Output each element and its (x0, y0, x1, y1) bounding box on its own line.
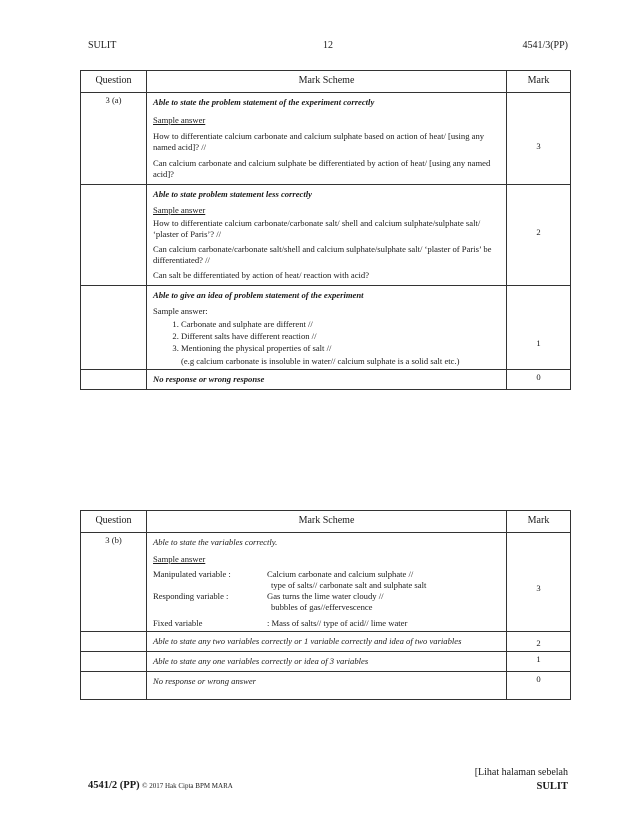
scheme-cell (147, 532, 507, 631)
criterion: Able to state any two variables correctly or 1 variable correctly and idea of two variables (153, 635, 462, 646)
mark-value: 2 (507, 631, 571, 651)
mark-scheme-table-3a (80, 70, 571, 390)
variable-value: Gas turns the lime water cloudy // (267, 590, 384, 601)
footer-code (88, 780, 233, 791)
copyright-text: © 2017 Hak Cipta BPM MARA (142, 782, 233, 790)
sample-answer-label: Sample answer (153, 553, 206, 564)
variable-label: Fixed variable (153, 617, 203, 628)
paper-code: 4541/3(PP) (522, 40, 568, 51)
variable-value-cont: type of salts// carbonate salt and sulphate salt (271, 579, 427, 590)
list-item: 2. Different salts have different reaction // (181, 331, 500, 342)
page-number: 12 (323, 40, 333, 51)
scheme-cell (147, 651, 507, 671)
header-classification: SULIT (88, 40, 117, 51)
mark-value: 0 (507, 369, 571, 389)
variable-label: Manipulated variable : (153, 568, 231, 579)
table-row (81, 651, 571, 671)
mark-value: 2 (507, 184, 571, 285)
variable-value: : Mass of salts// type of acid// lime water (267, 617, 408, 628)
list-item: 1. Carbonate and sulphate are different // (181, 319, 500, 330)
page-header (88, 40, 568, 56)
scheme-cell (147, 671, 507, 699)
table-row (81, 631, 571, 651)
fixed-variable (153, 618, 500, 629)
column-header-mark: Mark (507, 71, 571, 93)
variable-value: Calcium carbonate and calcium sulphate // (267, 568, 414, 579)
criterion: No response or wrong answer (153, 675, 256, 686)
table-row (81, 184, 571, 285)
scheme-cell (147, 285, 507, 369)
paper-code-footer: 4541/2 (PP) (88, 780, 140, 791)
mark-scheme-table-3b (80, 510, 571, 700)
mark-value: 1 (507, 651, 571, 671)
answer-text: How to differentiate calcium carbonate/carbonate salt/ shell and calcium sulphate/sulphate salt/ ‘plaster of Paris’? // (153, 217, 481, 239)
column-header-scheme: Mark Scheme (147, 71, 507, 93)
table-row (81, 369, 571, 389)
criterion: Able to give an idea of problem statement of the experiment (153, 289, 364, 300)
sample-answer-label: Sample answer (153, 114, 206, 125)
list-item: 3. Mentioning the physical properties of salt // (181, 343, 500, 354)
column-header-question: Question (81, 511, 147, 533)
answer-list (167, 319, 500, 354)
column-header-mark: Mark (507, 511, 571, 533)
scheme-cell (147, 92, 507, 184)
mark-value: 3 (507, 532, 571, 631)
criterion: Able to state the problem statement of the experiment correctly (153, 96, 375, 107)
sample-answer-label: Sample answer (153, 204, 206, 215)
mark-value: 0 (507, 671, 571, 699)
table-header-row (81, 71, 571, 93)
table-header-row (81, 511, 571, 533)
scheme-cell (147, 631, 507, 651)
question-number: 3 (a) (81, 92, 147, 184)
mark-value: 1 (507, 285, 571, 369)
column-header-scheme: Mark Scheme (147, 511, 507, 533)
footer-next-page (475, 766, 568, 794)
column-header-question: Question (81, 71, 147, 93)
criterion: Able to state problem statement less correctly (153, 188, 312, 199)
variable-label: Responding variable : (153, 590, 229, 601)
scheme-cell (147, 184, 507, 285)
criterion: Able to state the variables correctly. (153, 536, 278, 547)
mark-value: 3 (507, 92, 571, 184)
manipulated-variable (153, 569, 500, 580)
table-row (81, 285, 571, 369)
answer-note: (e.g calcium carbonate is insoluble in water// calcium sulphate is a solid salt etc.) (181, 355, 460, 366)
answer-text: Can calcium carbonate/carbonate salt/shell and calcium sulphate/sulphate salt/ ‘plaster of Paris’ be differentiated? // (153, 243, 492, 265)
table-row (81, 532, 571, 631)
scheme-cell (147, 369, 507, 389)
criterion: Able to state any one variables correctly or idea of 3 variables (153, 655, 369, 666)
answer-text: Can salt be differentiated by action of heat/ reaction with acid? (153, 269, 370, 280)
next-page-note: [Lihat halaman sebelah (474, 767, 568, 778)
table-row (81, 92, 571, 184)
answer-text: Can calcium carbonate and calcium sulphate be differentiated by action of heat/ [using any named acid]? (153, 157, 491, 179)
table-row (81, 671, 571, 699)
criterion: No response or wrong response (153, 373, 265, 384)
sample-answer-label: Sample answer: (153, 305, 208, 316)
question-number: 3 (b) (81, 532, 147, 631)
responding-variable (153, 591, 500, 602)
answer-text: How to differentiate calcium carbonate and calcium sulphate based on action of heat/ [using any named acid]? // (153, 130, 485, 152)
footer-classification: SULIT (536, 780, 568, 792)
variable-value-cont: bubbles of gas//effervescence (271, 601, 373, 612)
